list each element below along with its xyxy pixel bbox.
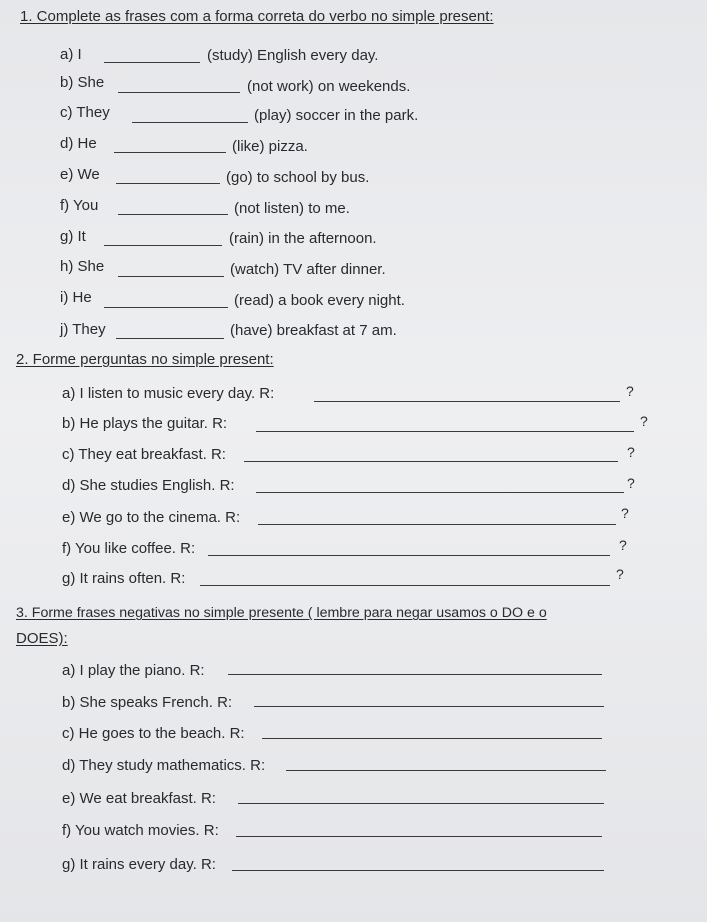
section3-title: 3. Forme frases negativas no simple presente ( lembre para negar usamos o DO e o xyxy=(16,605,547,621)
item-prefix: d) He xyxy=(60,135,97,152)
question-text: f) You like coffee. R: xyxy=(62,540,196,557)
item-prefix: c) They xyxy=(60,104,110,121)
sentence-text: e) We eat breakfast. R: xyxy=(62,790,216,807)
answer-blank[interactable] xyxy=(118,276,224,277)
answer-blank[interactable] xyxy=(132,122,248,123)
answer-blank[interactable] xyxy=(116,338,224,339)
question-text: b) He plays the guitar. R: xyxy=(62,415,228,432)
answer-blank[interactable] xyxy=(256,431,634,432)
item-verb: (not listen) to me. xyxy=(234,200,350,217)
question-text: g) It rains often. R: xyxy=(62,570,186,587)
item-prefix: a) I xyxy=(60,46,82,63)
question-mark: ? xyxy=(616,566,624,582)
sentence-text: c) He goes to the beach. R: xyxy=(62,725,245,742)
answer-blank[interactable] xyxy=(114,152,226,153)
item-verb: (watch) TV after dinner. xyxy=(230,261,386,278)
item-verb: (not work) on weekends. xyxy=(247,78,411,95)
question-text: e) We go to the cinema. R: xyxy=(62,509,241,526)
item-verb: (play) soccer in the park. xyxy=(254,107,419,124)
answer-blank[interactable] xyxy=(258,524,616,525)
item-verb: (have) breakfast at 7 am. xyxy=(230,322,397,339)
question-mark: ? xyxy=(621,505,629,521)
answer-blank[interactable] xyxy=(104,245,222,246)
answer-blank[interactable] xyxy=(200,585,610,586)
item-verb: (rain) in the afternoon. xyxy=(229,230,377,247)
question-mark: ? xyxy=(627,475,635,491)
item-verb: (read) a book every night. xyxy=(234,292,405,309)
answer-blank[interactable] xyxy=(104,62,200,63)
answer-blank[interactable] xyxy=(256,492,624,493)
question-text: c) They eat breakfast. R: xyxy=(62,446,226,463)
question-text: d) She studies English. R: xyxy=(62,477,235,494)
item-prefix: i) He xyxy=(60,289,92,306)
item-prefix: b) She xyxy=(60,74,105,91)
answer-blank[interactable] xyxy=(232,870,604,871)
question-mark: ? xyxy=(626,383,634,399)
question-mark: ? xyxy=(640,413,648,429)
item-prefix: j) They xyxy=(60,321,106,338)
answer-blank[interactable] xyxy=(236,836,602,837)
question-mark: ? xyxy=(619,537,627,553)
question-text: a) I listen to music every day. R: xyxy=(62,385,275,402)
answer-blank[interactable] xyxy=(228,674,602,675)
item-prefix: h) She xyxy=(60,258,105,275)
question-mark: ? xyxy=(627,444,635,460)
answer-blank[interactable] xyxy=(262,738,602,739)
item-verb: (go) to school by bus. xyxy=(226,169,370,186)
section3-title-continued: DOES): xyxy=(16,630,68,647)
item-verb: (like) pizza. xyxy=(232,138,308,155)
sentence-text: f) You watch movies. R: xyxy=(62,822,219,839)
answer-blank[interactable] xyxy=(118,92,240,93)
sentence-text: g) It rains every day. R: xyxy=(62,856,216,873)
item-prefix: e) We xyxy=(60,166,100,183)
answer-blank[interactable] xyxy=(286,770,606,771)
section1-title: 1. Complete as frases com a forma correta do verbo no simple present: xyxy=(20,8,494,25)
answer-blank[interactable] xyxy=(238,803,604,804)
sentence-text: d) They study mathematics. R: xyxy=(62,757,266,774)
answer-blank[interactable] xyxy=(314,401,620,402)
answer-blank[interactable] xyxy=(116,183,220,184)
item-verb: (study) English every day. xyxy=(207,47,379,64)
item-prefix: f) You xyxy=(60,197,99,214)
answer-blank[interactable] xyxy=(208,555,610,556)
sentence-text: b) She speaks French. R: xyxy=(62,694,233,711)
answer-blank[interactable] xyxy=(244,461,618,462)
answer-blank[interactable] xyxy=(104,307,228,308)
item-prefix: g) It xyxy=(60,228,86,245)
answer-blank[interactable] xyxy=(118,214,228,215)
answer-blank[interactable] xyxy=(254,706,604,707)
sentence-text: a) I play the piano. R: xyxy=(62,662,205,679)
section2-title: 2. Forme perguntas no simple present: xyxy=(16,351,274,368)
